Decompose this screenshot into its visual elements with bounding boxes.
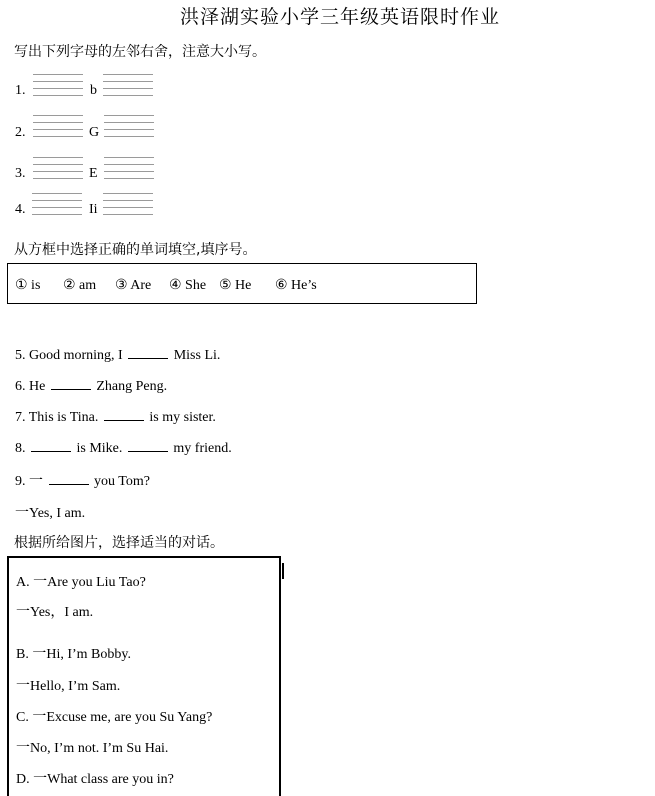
answer-blank[interactable] xyxy=(104,408,144,421)
question-5 xyxy=(15,346,220,364)
dialogue-line: B. 一Hi, I’m Bobby. xyxy=(16,647,131,662)
question-6 xyxy=(15,377,167,395)
question-text: Zhang Peng. xyxy=(96,379,168,394)
writing-lines-left[interactable] xyxy=(32,193,82,215)
writing-lines-left[interactable] xyxy=(33,115,83,137)
item-number: 3. xyxy=(15,166,26,181)
dialogue-line: C. 一Excuse me, are you Su Yang? xyxy=(16,710,213,725)
text-cursor xyxy=(282,563,284,579)
letter: Ii xyxy=(89,202,98,217)
dialogue-line: 一Hello, I’m Sam. xyxy=(16,679,121,694)
writing-lines-left[interactable] xyxy=(33,157,83,179)
option-4: ④ She xyxy=(169,278,207,293)
writing-lines-left[interactable] xyxy=(33,74,83,96)
question-text: 9. 一 xyxy=(15,474,43,489)
letter: b xyxy=(90,83,97,98)
option-2: ② am xyxy=(63,278,97,293)
writing-lines-right[interactable] xyxy=(103,193,153,215)
letter: G xyxy=(89,125,100,140)
writing-lines-right[interactable] xyxy=(103,74,153,96)
question-8 xyxy=(15,439,232,457)
question-9 xyxy=(15,470,150,490)
answer-blank[interactable] xyxy=(31,439,71,452)
question-text: Miss Li. xyxy=(173,348,221,363)
question-text: is my sister. xyxy=(149,410,216,425)
page-title: 洪泽湖实验小学三年级英语限时作业 xyxy=(179,6,500,28)
question-text: is Mike. xyxy=(76,441,123,456)
dialogue-box xyxy=(7,556,281,796)
question-text: my friend. xyxy=(173,441,232,456)
option-3: ③ Are xyxy=(115,278,152,293)
item-number: 4. xyxy=(15,202,26,217)
question-text: 5. Good morning, I xyxy=(15,348,123,363)
question-text: 6. He xyxy=(15,379,46,394)
answer-blank[interactable] xyxy=(51,377,91,390)
question-text: 8. xyxy=(15,441,26,456)
answer-9: 一Yes, I am. xyxy=(15,506,86,521)
section2-instruction: 从方框中选择正确的单词填空,填序号。 xyxy=(14,242,257,258)
dialogue-line: A. 一Are you Liu Tao? xyxy=(16,575,146,590)
item-number: 1. xyxy=(15,83,26,98)
question-7 xyxy=(15,408,216,426)
option-1: ① is xyxy=(15,278,41,293)
question-text: you Tom? xyxy=(94,474,150,489)
answer-blank[interactable] xyxy=(128,346,168,359)
section1-instruction: 写出下列字母的左邻右舍，注意大小写。 xyxy=(14,44,266,60)
answer-blank[interactable] xyxy=(49,472,89,485)
writing-lines-right[interactable] xyxy=(104,157,154,179)
letter: E xyxy=(89,166,98,181)
dialogue-line: D. 一What class are you in? xyxy=(16,772,174,787)
option-5: ⑤ He xyxy=(219,278,252,293)
dialogue-line: 一No, I’m not. I’m Su Hai. xyxy=(16,741,169,756)
writing-lines-right[interactable] xyxy=(104,115,154,137)
question-text: 7. This is Tina. xyxy=(15,410,99,425)
section3-instruction: 根据所给图片，选择适当的对话。 xyxy=(14,535,224,551)
option-6: ⑥ He’s xyxy=(275,278,317,293)
dialogue-line: 一Yes，I am. xyxy=(16,605,94,620)
answer-blank[interactable] xyxy=(128,439,168,452)
word-bank-box xyxy=(7,263,477,304)
item-number: 2. xyxy=(15,125,26,140)
